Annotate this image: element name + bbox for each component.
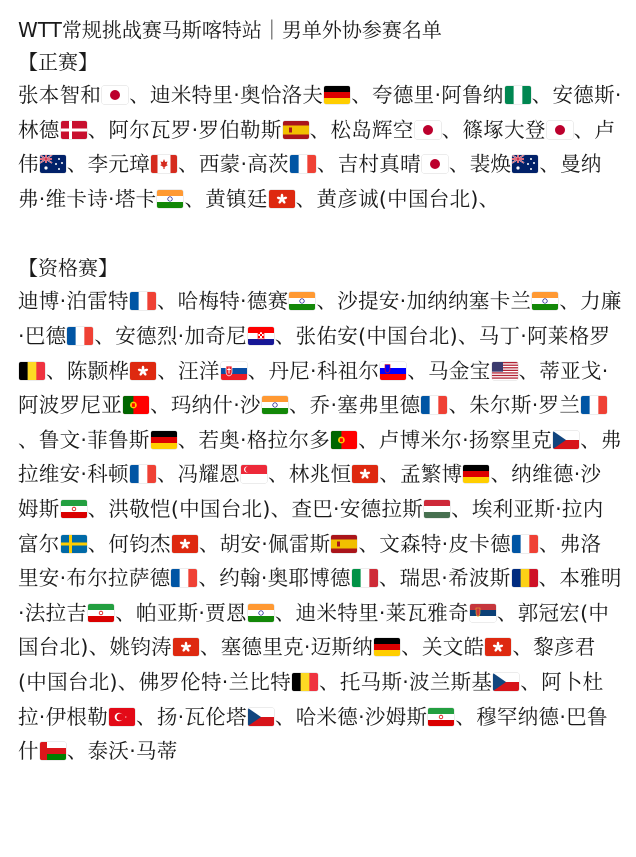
list-separator: 、	[309, 117, 331, 142]
player-name: 夸德里·阿鲁纳	[372, 83, 504, 107]
japan-flag-icon	[422, 155, 448, 173]
list-separator: 、	[66, 739, 88, 764]
croatia-flag-icon	[248, 327, 274, 345]
france-flag-icon	[130, 465, 156, 483]
list-separator: 、	[274, 600, 296, 625]
player-entry	[178, 359, 268, 383]
czech-flag-icon	[553, 431, 579, 449]
main-draw-player-list	[18, 78, 622, 216]
player-name: 瑞思·希波斯	[399, 566, 511, 591]
list-separator: 、	[274, 323, 296, 348]
player-name: 曼纳弗·维卡诗·塔卡	[18, 152, 602, 211]
list-separator: 、	[177, 427, 199, 452]
list-separator: 、	[87, 496, 109, 521]
player-entry	[422, 635, 533, 659]
player-name: 弗拉维安·科顿	[18, 427, 622, 487]
player-name: 马丁·阿莱格罗	[478, 323, 611, 348]
player-name: 约翰·奥耶博德	[219, 566, 351, 591]
list-separator: 、	[407, 358, 429, 383]
player-entry	[108, 118, 330, 142]
player-name: 陈颢桦	[66, 358, 130, 383]
player-name: 若奥·格拉尔多	[198, 427, 331, 452]
list-separator: 、	[573, 117, 595, 142]
page-title: WTT常规挑战赛马斯喀特站｜男单外协参赛名单	[18, 18, 442, 42]
player-entry	[157, 705, 296, 729]
player-entry	[110, 635, 221, 659]
player-name: 何钧杰	[108, 531, 171, 556]
player-name: 松岛辉空	[330, 117, 414, 142]
player-name: 马金宝	[428, 358, 491, 383]
germany-flag-icon	[463, 465, 489, 483]
player-name: 乔·塞弗里德	[309, 393, 421, 418]
section-spacer	[18, 216, 622, 252]
player-entry	[296, 705, 476, 729]
usa-flag-icon	[492, 362, 518, 380]
list-separator: 、	[88, 635, 110, 660]
player-name: 裴焕	[469, 152, 512, 177]
player-name: 西蒙·高茨	[198, 152, 289, 177]
player-name: 安德烈·加奇尼	[115, 323, 247, 348]
player-entry	[310, 393, 470, 417]
player-entry	[198, 428, 378, 452]
player-name: 鲁文·菲鲁斯	[38, 427, 150, 452]
player-name: 弗洛里安·布尔拉萨德	[18, 531, 602, 591]
player-entry	[379, 428, 601, 452]
player-name: 胡安·佩雷斯	[219, 531, 331, 556]
belgium-flag-icon	[292, 673, 318, 691]
player-entry	[220, 532, 380, 556]
player-name: 哈米德·沙姆斯	[295, 704, 428, 729]
player-name: 迪米特里·莱瓦雅奇	[295, 600, 469, 625]
player-entry	[39, 428, 199, 452]
player-entry	[219, 566, 399, 590]
list-separator: 、	[288, 393, 310, 418]
player-name: 蒂亚戈·阿波罗尼亚	[18, 358, 609, 418]
hong-kong-flag-icon	[485, 638, 511, 656]
slovakia-flag-icon	[221, 362, 247, 380]
player-entry	[139, 670, 340, 694]
player-entry	[400, 566, 560, 590]
japan-flag-icon	[547, 121, 573, 139]
spain-flag-icon	[283, 121, 309, 139]
player-name: 帕亚斯·贾恩	[136, 600, 247, 625]
player-name: 洪敬恺(中国台北)	[108, 496, 271, 521]
player-entry	[268, 359, 428, 383]
qualifying-player-list	[18, 284, 622, 768]
player-name: 郭冠宏(中国台北)	[18, 600, 610, 660]
list-separator: 、	[401, 635, 422, 660]
player-name: 姚钧涛	[109, 635, 172, 660]
list-separator: 、	[87, 531, 109, 556]
list-separator: 、	[455, 704, 477, 729]
australia-flag-icon	[40, 155, 66, 173]
serbia-flag-icon	[470, 604, 496, 622]
romania-flag-icon	[512, 569, 538, 587]
india-flag-icon	[157, 190, 183, 208]
list-separator: 、	[274, 704, 296, 729]
player-name: 汪洋	[178, 358, 220, 383]
player-name: 丹尼·科祖尔	[268, 358, 380, 383]
list-separator: 、	[358, 531, 380, 556]
player-entry	[337, 289, 580, 313]
list-separator: 、	[66, 152, 88, 177]
list-separator: 、	[441, 117, 463, 142]
iran-flag-icon	[61, 500, 87, 518]
list-separator: 、	[379, 462, 401, 487]
player-entry	[67, 359, 178, 383]
iran-flag-icon	[88, 604, 114, 622]
list-separator: 、	[457, 323, 479, 348]
germany-flag-icon	[324, 86, 350, 104]
list-separator: 、	[295, 186, 317, 211]
list-separator: 、	[87, 117, 109, 142]
czech-flag-icon	[248, 708, 274, 726]
list-separator: 、	[184, 186, 206, 211]
player-name: 哈梅特·德赛	[177, 289, 289, 314]
player-name: 张佑安(中国台北)	[295, 323, 458, 348]
player-name: 托马斯·波兰斯基	[339, 669, 493, 694]
japan-flag-icon	[102, 86, 128, 104]
turkey-flag-icon	[109, 708, 135, 726]
iran-flag-icon	[428, 708, 454, 726]
player-name: 文森特·皮卡德	[379, 531, 511, 556]
list-separator: 、	[538, 531, 560, 556]
sweden-flag-icon	[61, 535, 87, 553]
india-flag-icon	[289, 292, 315, 310]
player-name: 迪博·泊雷特	[18, 289, 129, 314]
player-entry	[18, 83, 150, 107]
list-separator: 、	[478, 186, 500, 211]
portugal-flag-icon	[123, 396, 149, 414]
list-separator: 、	[94, 323, 116, 348]
france-flag-icon	[67, 327, 93, 345]
player-name: 关文皓	[421, 635, 485, 660]
player-name: 埃利亚斯·拉内富尔	[18, 496, 604, 556]
list-separator: 、	[490, 462, 512, 487]
hong-kong-flag-icon	[172, 535, 198, 553]
portugal-flag-icon	[331, 431, 357, 449]
player-name: 篠塚大登	[462, 117, 546, 142]
player-name: 孟繁博	[400, 462, 463, 487]
hungary-flag-icon	[424, 500, 450, 518]
player-entry	[18, 289, 178, 313]
hong-kong-flag-icon	[269, 190, 295, 208]
player-name: 本雅明·法拉吉	[18, 566, 622, 625]
list-separator: 、	[199, 635, 221, 660]
player-name: 玛纳什·沙	[170, 393, 261, 418]
canada-flag-icon	[151, 155, 177, 173]
player-name: 黄彦诚(中国台北)	[316, 186, 479, 211]
player-entry	[199, 152, 338, 176]
india-flag-icon	[262, 396, 288, 414]
list-separator: 、	[451, 496, 472, 521]
list-separator: 、	[358, 427, 379, 452]
player-name: 泰沃·马蒂	[87, 739, 178, 764]
player-name: 力廉·巴德	[18, 289, 622, 348]
player-name: 塞德里克·迈斯纳	[220, 635, 374, 660]
belgium-flag-icon	[19, 362, 45, 380]
player-entry	[171, 393, 310, 417]
player-name: 安德斯·林德	[18, 83, 622, 142]
player-entry	[338, 152, 470, 176]
player-name: 佛罗伦特·兰比特	[138, 669, 292, 694]
player-name: 沙提安·加纳纳塞卡兰	[337, 289, 532, 314]
list-separator: 、	[580, 427, 601, 452]
list-separator: 、	[531, 83, 553, 107]
player-entry	[372, 83, 552, 107]
france-flag-icon	[130, 292, 156, 310]
player-entry	[178, 289, 338, 313]
india-flag-icon	[248, 604, 274, 622]
list-separator: 、	[115, 600, 137, 625]
list-separator: 、	[129, 83, 151, 107]
player-name: 吉村真晴	[337, 152, 421, 177]
list-separator: 、	[117, 669, 139, 694]
hong-kong-flag-icon	[173, 638, 199, 656]
player-entry	[88, 152, 199, 176]
list-separator: 、	[518, 358, 540, 383]
player-entry	[108, 497, 291, 521]
player-entry	[115, 324, 295, 348]
india-flag-icon	[532, 292, 558, 310]
player-entry	[205, 187, 316, 211]
player-entry	[291, 497, 471, 521]
player-entry	[428, 359, 539, 383]
france-flag-icon	[171, 569, 197, 587]
list-separator: 、	[316, 152, 338, 177]
player-name: 迪米特里·奥恰洛夫	[150, 83, 324, 107]
list-separator: 、	[448, 152, 470, 177]
player-name: 阿尔瓦罗·罗伯勒斯	[108, 117, 282, 142]
list-separator: 、	[198, 566, 220, 591]
player-entry	[221, 635, 422, 659]
list-separator: 、	[538, 566, 560, 591]
player-name: 纳维德·沙姆斯	[18, 462, 602, 521]
list-separator: 、	[559, 289, 581, 314]
player-entry	[340, 670, 541, 694]
list-separator: 、	[156, 462, 178, 487]
list-separator: 、	[156, 289, 178, 314]
france-flag-icon	[421, 396, 447, 414]
list-separator: 、	[198, 531, 220, 556]
list-separator: 、	[46, 358, 67, 383]
singapore-flag-icon	[241, 465, 267, 483]
list-separator: 、	[520, 669, 542, 694]
player-entry	[470, 152, 560, 176]
list-separator: 、	[157, 358, 179, 383]
denmark-flag-icon	[61, 121, 87, 139]
section-label-qualifying: 【资格赛】	[18, 256, 118, 281]
player-name: 李元璋	[87, 152, 151, 177]
player-entry	[400, 462, 511, 486]
list-separator: 、	[268, 462, 289, 487]
list-separator: 、	[270, 496, 292, 521]
player-entry	[108, 532, 219, 556]
player-name: 卢博米尔·扬察里克	[378, 427, 553, 452]
player-name: 林兆恒	[288, 462, 352, 487]
list-separator: 、	[18, 427, 39, 452]
list-separator: 、	[351, 83, 373, 107]
list-separator: 、	[448, 393, 470, 418]
player-entry	[178, 462, 289, 486]
france-flag-icon	[512, 535, 538, 553]
slovenia-flag-icon	[380, 362, 406, 380]
section-label-main-draw: 【正赛】	[18, 50, 98, 74]
player-entry	[462, 118, 594, 142]
list-separator: 、	[136, 704, 157, 729]
czech-flag-icon	[493, 673, 519, 691]
player-entry	[316, 187, 499, 211]
hong-kong-flag-icon	[130, 362, 156, 380]
player-name: 黄镇廷	[205, 186, 268, 211]
italy-flag-icon	[352, 569, 378, 587]
player-name: 穆罕纳德·巴鲁什	[18, 704, 608, 764]
player-name: 卢伟	[18, 117, 616, 177]
oman-flag-icon	[40, 742, 66, 760]
hong-kong-flag-icon	[352, 465, 378, 483]
player-entry	[289, 462, 400, 486]
nigeria-flag-icon	[505, 86, 531, 104]
player-entry	[379, 532, 559, 556]
list-separator: 、	[539, 152, 561, 177]
player-name: 冯耀恩	[177, 462, 241, 487]
player-entry	[330, 118, 462, 142]
france-flag-icon	[290, 155, 316, 173]
germany-flag-icon	[374, 638, 400, 656]
japan-flag-icon	[415, 121, 441, 139]
germany-flag-icon	[151, 431, 177, 449]
player-entry	[150, 83, 372, 107]
spain-flag-icon	[331, 535, 357, 553]
list-separator: 、	[496, 600, 518, 625]
australia-flag-icon	[512, 155, 538, 173]
player-entry	[296, 601, 518, 625]
list-separator: 、	[316, 289, 338, 314]
list-separator: 、	[319, 669, 340, 694]
player-name: 张本智和	[18, 83, 102, 107]
player-name: 扬·瓦伦塔	[156, 704, 247, 729]
player-entry	[296, 324, 479, 348]
player-name: 查巴·安德拉斯	[291, 496, 424, 521]
list-separator: 、	[512, 635, 534, 660]
player-name: 朱尔斯·罗兰	[469, 393, 581, 418]
list-separator: 、	[378, 566, 400, 591]
player-entry	[88, 739, 178, 763]
list-separator: 、	[150, 393, 171, 418]
list-separator: 、	[178, 152, 199, 177]
player-entry	[136, 601, 296, 625]
list-separator: 、	[247, 358, 269, 383]
player-name: 阿卜杜拉·伊根勒	[18, 669, 604, 729]
france-flag-icon	[581, 396, 607, 414]
player-name: 黎彦君(中国台北)	[18, 635, 596, 694]
